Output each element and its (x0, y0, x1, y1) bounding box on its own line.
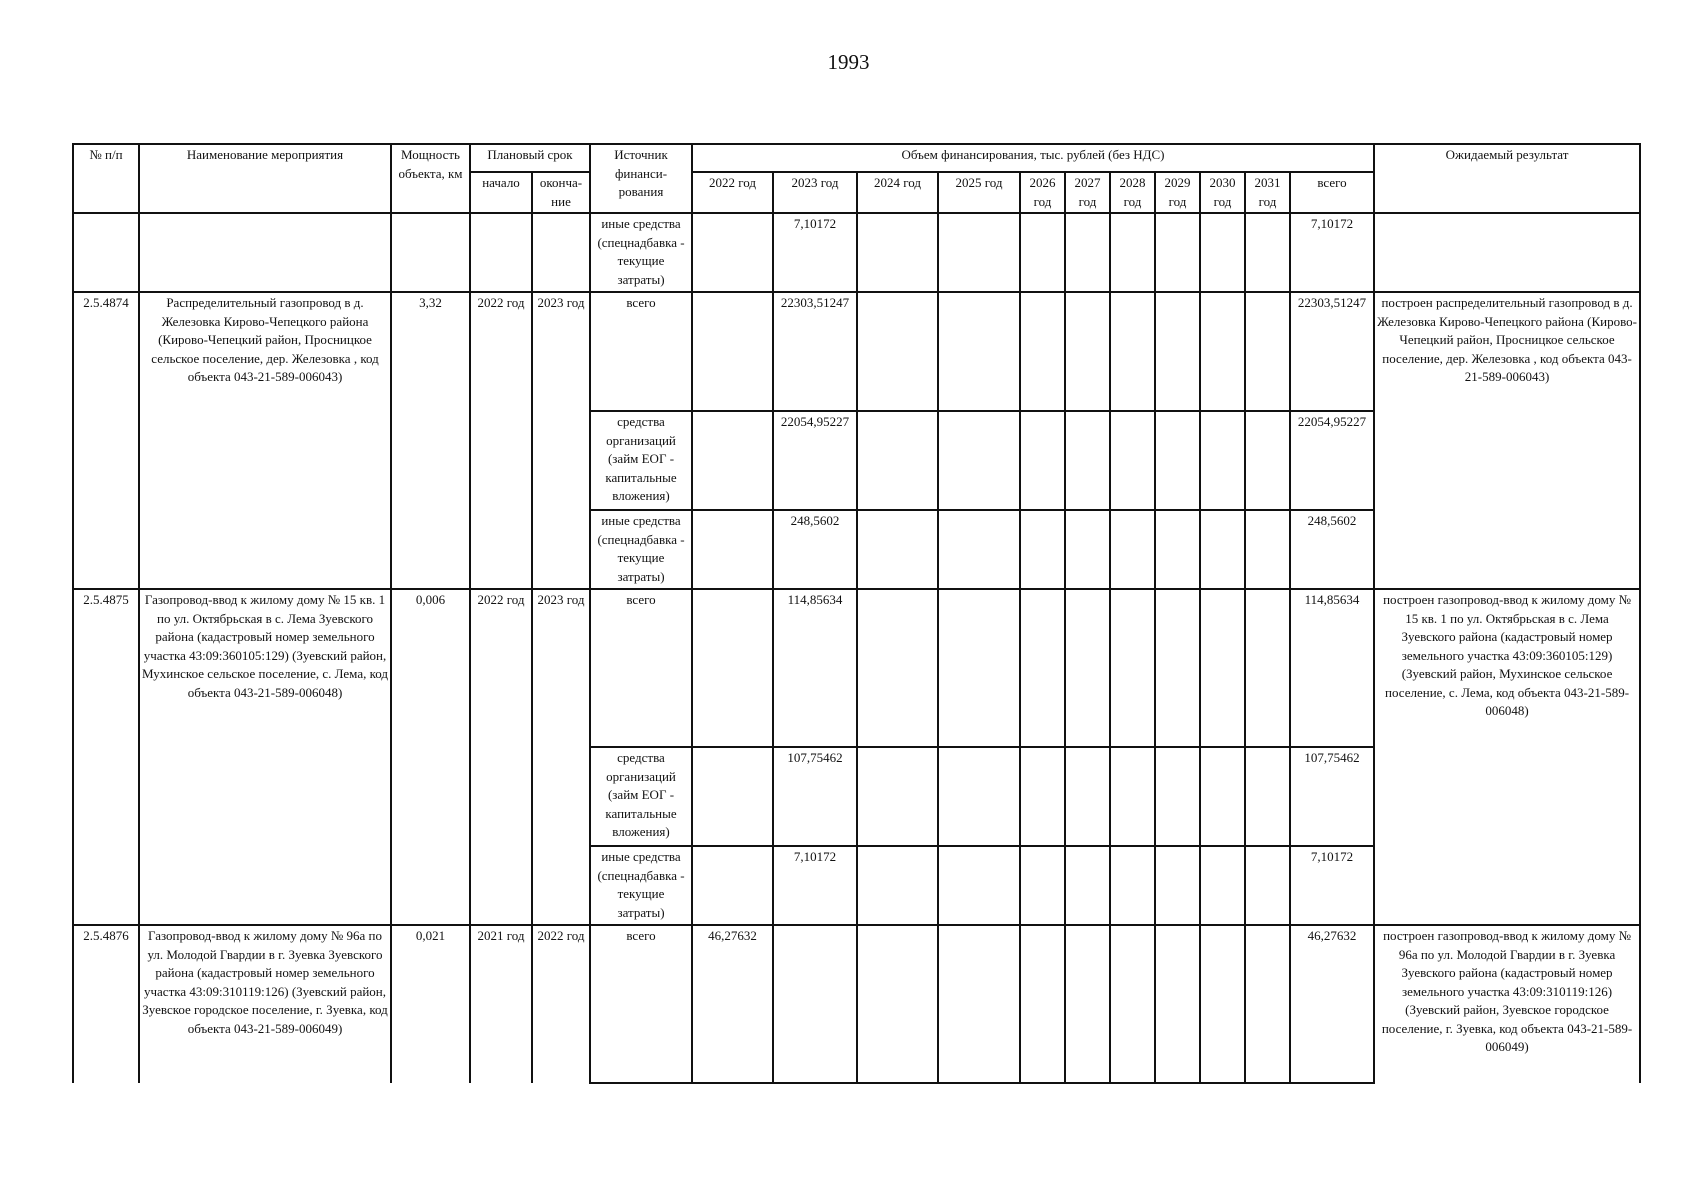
cell-num: 2.5.4875 (73, 589, 139, 925)
cell-2023 (773, 925, 857, 1083)
header-year: 2028 год (1110, 172, 1155, 213)
header-total: всего (1290, 172, 1374, 213)
cell-2022 (692, 747, 773, 846)
cell-num (73, 213, 139, 292)
table-row (73, 213, 1640, 292)
header-year: 2029 год (1155, 172, 1200, 213)
cell-source: иные средства (спецнадбавка - текущие затраты) (590, 213, 692, 292)
cell-result (1374, 213, 1640, 292)
cell-end: 2022 год (532, 925, 590, 1083)
cell-num: 2.5.4874 (73, 292, 139, 589)
cell-2023: 22054,95227 (773, 411, 857, 510)
cell-2022 (692, 411, 773, 510)
cell-total: 46,27632 (1290, 925, 1374, 1083)
header-year: 2023 год (773, 172, 857, 213)
cell-2023: 7,10172 (773, 846, 857, 925)
header-end: оконча-ние (532, 172, 590, 213)
cell-2026 (1020, 213, 1065, 292)
cell-2023: 107,75462 (773, 747, 857, 846)
header-year: 2031 год (1245, 172, 1290, 213)
cell-source: иные средства (спецнадбавка - текущие затраты) (590, 846, 692, 925)
cell-2023: 248,5602 (773, 510, 857, 589)
cell-total: 107,75462 (1290, 747, 1374, 846)
cell-2022 (692, 589, 773, 747)
cell-total: 7,10172 (1290, 846, 1374, 925)
cell-2023: 114,85634 (773, 589, 857, 747)
cell-total: 22054,95227 (1290, 411, 1374, 510)
cell-start: 2022 год (470, 292, 532, 589)
cell-2023: 7,10172 (773, 213, 857, 292)
cell-end: 2023 год (532, 589, 590, 925)
header-year: 2024 год (857, 172, 938, 213)
header-year: 2026 год (1020, 172, 1065, 213)
cell-start: 2022 год (470, 589, 532, 925)
header-start: начало (470, 172, 532, 213)
cell-result: построен газопровод-ввод к жилому дому № 15 кв. 1 по ул. Октябрьская в с. Лема Зуевского района (кадастровый номер земельного участка 43:09:360105:129) (Зуевский район, Мухинское сельское поселение, с. Лема, код объекта 043-21-589-006048) (1374, 589, 1640, 925)
cell-source: всего (590, 292, 692, 411)
cell-2029 (1155, 213, 1200, 292)
cell-2022 (692, 292, 773, 411)
cell-total: 22303,51247 (1290, 292, 1374, 411)
cell-2027 (1065, 213, 1110, 292)
cell-2025 (938, 213, 1020, 292)
cell-name: Газопровод-ввод к жилому дому № 15 кв. 1 по ул. Октябрьская в с. Лема Зуевского района (кадастровый номер земельного участка 43:09:360105:129) (Зуевский район, Мухинское сельское поселение, с. Лема, код объекта 043-21-589-006048) (139, 589, 391, 925)
cell-source: всего (590, 589, 692, 747)
cell-2031 (1245, 213, 1290, 292)
header-source: Источник финанси-рования (590, 144, 692, 213)
header-result: Ожидаемый результат (1374, 144, 1640, 213)
table-row (73, 589, 1640, 747)
cell-num: 2.5.4876 (73, 925, 139, 1083)
cell-2022 (692, 510, 773, 589)
table-header (73, 144, 1640, 213)
cell-capacity: 0,006 (391, 589, 470, 925)
cell-result: построен газопровод-ввод к жилому дому № 96а по ул. Молодой Гвардии в г. Зуевка Зуевского района (кадастровый номер земельного участка 43:09:310119:126) (Зуевский район, Зуевское городское поселение, г. Зуевка, код объекта 043-21-589-006049) (1374, 925, 1640, 1083)
cell-source: иные средства (спецнадбавка - текущие затраты) (590, 510, 692, 589)
header-year: 2025 год (938, 172, 1020, 213)
cell-2028 (1110, 213, 1155, 292)
header-num: № п/п (73, 144, 139, 213)
cell-capacity: 3,32 (391, 292, 470, 589)
cell-total: 248,5602 (1290, 510, 1374, 589)
header-year: 2022 год (692, 172, 773, 213)
cell-result: построен распределительный газопровод в д. Железовка Кирово-Чепецкого района (Кирово-Чепецкий район, Просницкое сельское поселение, дер. Железовка , код объекта 043-21-589-006043) (1374, 292, 1640, 589)
financing-table (72, 143, 1641, 1084)
cell-start: 2021 год (470, 925, 532, 1083)
cell-name (139, 213, 391, 292)
cell-end: 2023 год (532, 292, 590, 589)
cell-name: Газопровод-ввод к жилому дому № 96а по ул. Молодой Гвардии в г. Зуевка Зуевского района (кадастровый номер земельного участка 43:09:310119:126) (Зуевский район, Зуевское городское поселение, г. Зуевка, код объекта 043-21-589-006049) (139, 925, 391, 1083)
cell-source: средства организаций (займ ЕОГ - капитальные вложения) (590, 411, 692, 510)
cell-2022: 46,27632 (692, 925, 773, 1083)
header-plan-term: Плановый срок (470, 144, 590, 172)
cell-total: 7,10172 (1290, 213, 1374, 292)
cell-capacity: 0,021 (391, 925, 470, 1083)
table-row (73, 925, 1640, 1083)
cell-total: 114,85634 (1290, 589, 1374, 747)
cell-end (532, 213, 590, 292)
cell-source: средства организаций (займ ЕОГ - капитальные вложения) (590, 747, 692, 846)
header-year: 2030 год (1200, 172, 1245, 213)
cell-capacity (391, 213, 470, 292)
header-name: Наименование мероприятия (139, 144, 391, 213)
page-number: 1993 (827, 50, 870, 74)
cell-2023: 22303,51247 (773, 292, 857, 411)
header-capacity: Мощность объекта, км (391, 144, 470, 213)
cell-source: всего (590, 925, 692, 1083)
cell-name: Распределительный газопровод в д. Железовка Кирово-Чепецкого района (Кирово-Чепецкий район, Просницкое сельское поселение, дер. Железовка , код объекта 043-21-589-006043) (139, 292, 391, 589)
header-year: 2027 год (1065, 172, 1110, 213)
header-financing: Объем финансирования, тыс. рублей (без НДС) (692, 144, 1374, 172)
cell-start (470, 213, 532, 292)
cell-2022 (692, 213, 773, 292)
table-row (73, 292, 1640, 411)
cell-2024 (857, 213, 938, 292)
cell-2022 (692, 846, 773, 925)
cell-2030 (1200, 213, 1245, 292)
